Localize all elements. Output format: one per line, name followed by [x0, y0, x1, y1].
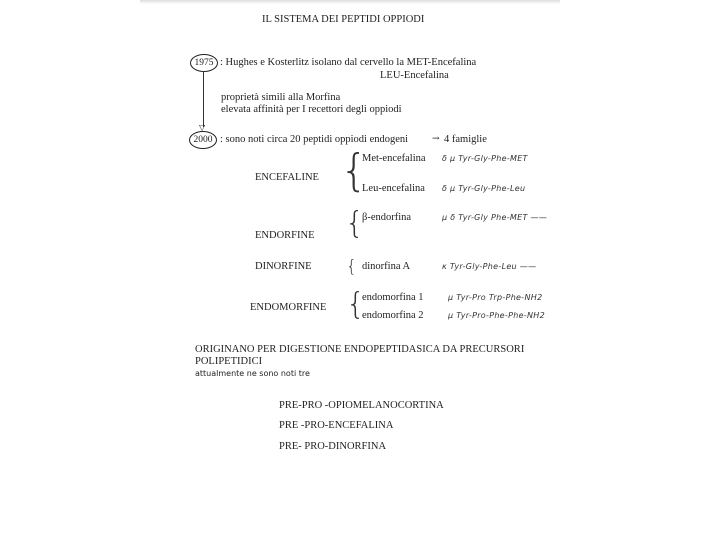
arrow-right-icon: →	[432, 134, 440, 144]
timeline-arrow	[203, 71, 204, 127]
member-endomorfina-2: endomorfina 2	[362, 310, 424, 321]
handwritten-note: μ Tyr-Pro-Phe-Phe-NH2	[448, 311, 545, 320]
arrow-head-icon: ▽	[199, 123, 206, 132]
member-leu-encefalina: Leu-encefalina	[362, 183, 425, 194]
handwritten-note: μ Tyr-Pro Trp-Phe-NH2	[448, 293, 543, 302]
brace: {	[346, 257, 357, 277]
year-2000: 2000	[189, 131, 217, 149]
handwritten-note: κ Tyr-Gly-Phe-Leu ——	[442, 262, 537, 271]
family-endorfine: ENDORFINE	[255, 230, 315, 241]
timeline-2000-text: : sono noti circa 20 peptidi oppiodi endogeni	[220, 134, 409, 145]
origin-line-2: POLIPETIDICI	[195, 356, 263, 367]
families-count: 4 famiglie	[444, 134, 487, 145]
year-1975: 1975	[190, 54, 218, 72]
origin-line-1: ORIGINANO PER DIGESTIONE ENDOPEPTIDASICA DA PRECURSORI	[195, 344, 525, 355]
handwritten-note: δ μ Tyr-Gly-Phe-Leu	[442, 184, 526, 193]
precursor-2: PRE -PRO-ENCEFALINA	[279, 420, 394, 431]
precursor-3: PRE- PRO-DINORFINA	[279, 441, 387, 452]
scan-edge	[140, 0, 560, 4]
family-endomorfine: ENDOMORFINE	[250, 302, 327, 313]
brace: {	[346, 287, 366, 322]
brace: {	[345, 206, 365, 241]
handwritten-note: μ δ Tyr-Gly Phe-MET ——	[442, 213, 548, 222]
member-beta-endorfina: β-endorfina	[362, 212, 412, 223]
timeline-1975-text2: LEU-Encefalina	[380, 70, 449, 81]
member-dinorfina-a: dinorfina A	[362, 261, 411, 272]
handwritten-note: δ μ Tyr-Gly-Phe-MET	[442, 154, 528, 163]
origin-line-3: attualmente ne sono noti tre	[195, 369, 310, 378]
family-dinorfine: DINORFINE	[255, 261, 312, 272]
brace: {	[340, 145, 368, 196]
property-2: elevata affinità per I recettori degli oppiodi	[221, 104, 402, 115]
family-encefaline: ENCEFALINE	[255, 172, 319, 183]
member-endomorfina-1: endomorfina 1	[362, 292, 424, 303]
timeline-1975-text: : Hughes e Kosterlitz isolano dal cervello la MET-Encefalina	[220, 57, 477, 68]
precursor-1: PRE-PRO -OPIOMELANOCORTINA	[279, 400, 444, 411]
member-met-encefalina: Met-encefalina	[362, 153, 426, 164]
page-title: IL SISTEMA DEI PEPTIDI OPPIODI	[262, 14, 425, 25]
property-1: proprietà simili alla Morfina	[221, 92, 341, 103]
